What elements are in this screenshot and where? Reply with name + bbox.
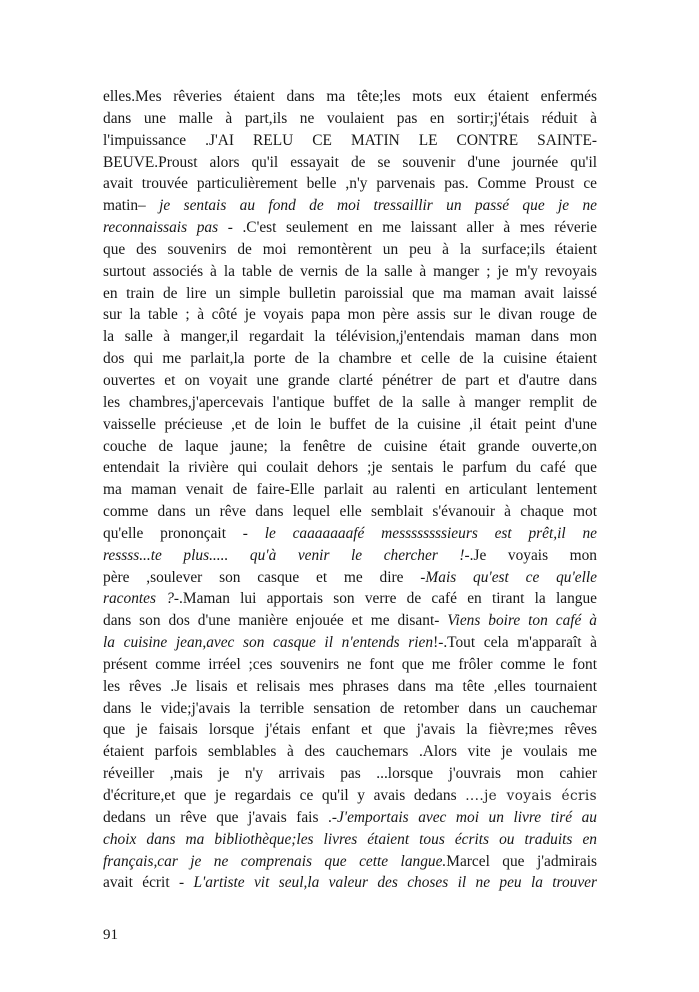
text-run: je sentais au fond de moi tressaillir un passé que je ne [159, 197, 597, 215]
text-run: en train de lire un simple bulletin paroissial que ma maman avait laissé [103, 284, 597, 302]
text-run: présent comme irréel ;ces souvenirs ne font que me frôler comme le font [103, 655, 597, 673]
text-run: que des souvenirs de moi remontèrent un peu à la surface;ils étaient [103, 240, 597, 258]
text-line [103, 283, 597, 305]
text-run: réveiller ,mais je n'y arrivais pas ...lorsque j'ouvrais mon cahier [103, 765, 597, 783]
text-run: dans le vide;j'avais la terrible sensation de retomber dans un cauchemar [103, 699, 597, 717]
text-line [103, 261, 597, 283]
text-line [103, 217, 597, 239]
text-line [103, 436, 597, 458]
text-line [103, 326, 597, 348]
text-run: français,car je ne comprenais que cette langue. [103, 852, 447, 870]
text-line [103, 588, 597, 610]
text-run: ressss...te plus..... qu'à venir le chercher !- [103, 546, 470, 564]
text-run: entendait la rivière qui coulait dehors ;je sentais le parfum du café que [103, 459, 597, 477]
text-run: les rêves .Je lisais et relisais mes phrases dans ma tête ,elles tournaient [103, 677, 597, 695]
text-run: couche de laque jaune; la fenêtre de cuisine était grande ouverte,on [103, 437, 597, 455]
text-line [103, 195, 597, 217]
text-run: racontes ? [103, 590, 174, 608]
text-run: matin– [103, 197, 160, 215]
text-run: J'emportais avec moi un livre tiré au [336, 808, 597, 826]
text-run: Marcel que j'admirais [446, 852, 597, 870]
text-run: elles.Mes rêveries étaient dans ma tête;les mots eux étaient enfermés [103, 88, 597, 105]
text-line [103, 807, 597, 829]
text-run: ....je voyais écris [465, 788, 597, 804]
text-line [103, 872, 597, 894]
text-run: que je faisais lorsque j'étais enfant et que j'avais la fièvre;mes rêves [103, 721, 597, 739]
text-run: choix dans ma bibliothèque;les livres étaient tous écrits ou traduits en [103, 830, 597, 848]
text-line [103, 108, 597, 130]
text-run: L'artiste vit seul,la valeur des choses il ne peu la trouver [193, 874, 597, 892]
text-line [103, 610, 597, 632]
text-line [103, 632, 597, 654]
text-line [103, 567, 597, 589]
text-run: dans son dos d'une manière enjouée et me disant- [103, 612, 448, 630]
text-run: reconnaissais pas - [103, 219, 243, 237]
text-run: étaient parfois semblables à des cauchemars .Alors vite je voulais me [103, 743, 597, 761]
text-run: qu'elle prononçait - [103, 524, 265, 542]
text-run: ma maman venait de faire-Elle parlait au ralenti en articulant lentement [103, 481, 597, 499]
text-run: -Mais qu'est ce qu'elle [420, 568, 597, 586]
text-run: surtout associés à la table de vernis de la salle à manger ; je m'y revoyais [103, 262, 597, 280]
text-run: .Je voyais mon [469, 546, 597, 564]
text-run: dans une malle à part,ils ne voulaient pas en sortir;j'étais réduit à [103, 109, 597, 127]
text-run: la cuisine jean,avec son casque il n'entends rien [103, 634, 434, 652]
text-line [103, 239, 597, 261]
text-run: la salle à manger,il regardait la télévision,j'entendais maman dans mon [103, 328, 597, 346]
text-line [103, 763, 597, 785]
text-run: ouvertes et on voyait une grande clarté pénétrer de part et d'autre dans [103, 371, 597, 389]
text-line [103, 130, 597, 152]
text-run: avait trouvée particulièrement belle ,n'y parvenais pas. Comme Proust ce [103, 175, 597, 193]
page-body-text [103, 86, 597, 894]
text-run: les chambres,j'apercevais l'antique buffet de la salle à manger remplit de [103, 393, 597, 411]
text-run: dos qui me parlait,la porte de la chambre et celle de la cuisine étaient [103, 350, 597, 368]
text-line [103, 654, 597, 676]
text-line [103, 479, 597, 501]
text-line [103, 676, 597, 698]
text-run: père ,soulever son casque et me dire [103, 568, 421, 586]
text-line [103, 457, 597, 479]
text-line [103, 545, 597, 567]
text-line [103, 501, 597, 523]
text-line [103, 719, 597, 741]
text-line [103, 741, 597, 763]
text-run: d'écriture,et que je regardais ce qu'il y avais dedans [103, 787, 466, 804]
text-line [103, 304, 597, 326]
text-run: BEUVE.Proust alors qu'il essayait de se souvenir d'une journée qu'il [103, 153, 597, 171]
text-line [103, 392, 597, 414]
text-run: sur la table ; à côté je voyais papa mon père assis sur le divan rouge de [103, 306, 597, 324]
text-run: Viens boire ton café à [447, 612, 597, 630]
text-line [103, 414, 597, 436]
text-run: .C'est seulement en me laissant aller à mes réverie [242, 219, 597, 237]
text-line [103, 86, 597, 108]
text-run: l'impuissance .J'AI RELU CE MATIN LE CONTRE SAINTE- [103, 131, 597, 149]
text-line [103, 152, 597, 174]
text-line [103, 523, 597, 545]
text-line [103, 348, 597, 370]
page-number: 91 [103, 927, 118, 943]
text-run: le caaaaaaafé messssssssieurs est prêt,il ne [264, 524, 597, 542]
text-line [103, 785, 597, 807]
text-line [103, 370, 597, 392]
text-run: dedans un rêve que j'avais fais .- [103, 808, 337, 826]
text-run: -.Maman lui apportais son verre de café en tirant la langue [173, 590, 597, 608]
text-run: !-.Tout cela m'apparaît à [433, 634, 597, 652]
text-run: vaisselle précieuse ,et de loin le buffet de la cuisine ,il était peint d'une [103, 415, 597, 433]
text-run: avait écrit - [103, 874, 194, 892]
text-line [103, 829, 597, 851]
text-line [103, 173, 597, 195]
text-line [103, 851, 597, 873]
text-run: comme dans un rêve dans lequel elle semblait s'évanouir à chaque mot [103, 503, 597, 521]
text-line [103, 698, 597, 720]
